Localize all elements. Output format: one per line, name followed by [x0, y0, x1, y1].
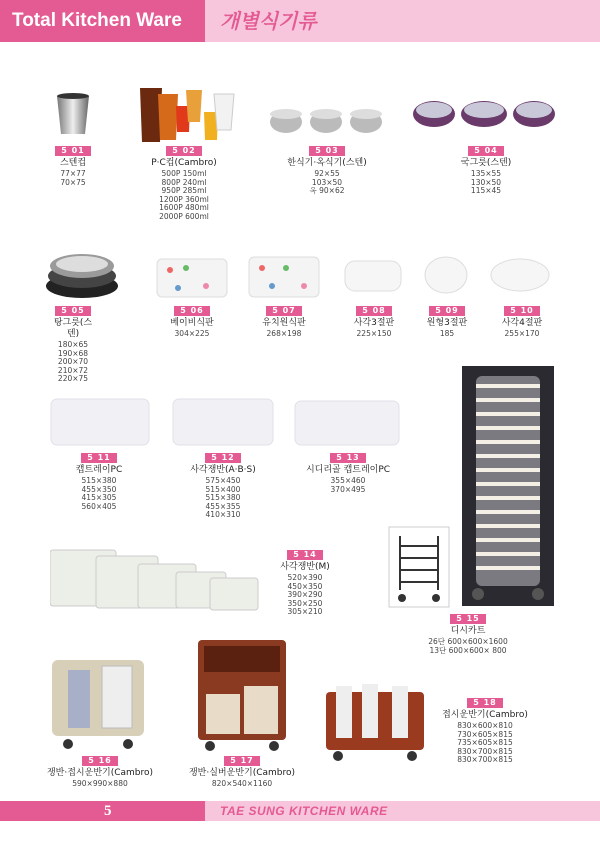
product-name: 유치원식판 [262, 318, 306, 328]
product-501 [52, 146, 94, 187]
product-spec: 92×55 [314, 169, 340, 178]
soup-bowls-image [412, 98, 556, 134]
square-trays-m-image [50, 548, 260, 612]
product-spec: 190×68 [57, 348, 89, 358]
product-507 [254, 306, 314, 339]
product-spec: 800P 240ml [161, 177, 207, 187]
cap-tray-pc-image [50, 398, 150, 446]
footer-brand: TAE SUNG KITCHEN WARE [220, 804, 388, 818]
product-name: 사각3절판 [353, 318, 395, 328]
product-spec: 730×605×815 [457, 729, 513, 739]
sidiligol-tray-image [294, 400, 400, 446]
product-510 [494, 306, 550, 339]
product-spec: 70×75 [60, 177, 86, 187]
round-3-plate-image [424, 256, 468, 294]
plate-cart-image [322, 682, 428, 764]
product-name: 국그릇(스텐) [460, 158, 512, 168]
product-518 [432, 698, 538, 765]
product-spec: 410×310 [205, 510, 241, 519]
product-code: 5 05 [55, 306, 90, 316]
product-name: 베이비식판 [170, 318, 214, 328]
product-code: 5 01 [55, 146, 90, 156]
product-spec: 560×405 [81, 501, 117, 511]
product-code: 5 13 [330, 453, 365, 463]
product-spec: 515×380 [81, 476, 117, 485]
product-spec: 13단 600×600× 800 [429, 645, 507, 655]
steel-bowls-image [268, 104, 384, 134]
steel-cup-image [54, 92, 92, 138]
product-code: 5 15 [450, 614, 485, 624]
product-code: 5 18 [467, 698, 502, 708]
product-spec: 210×72 [57, 365, 89, 375]
product-name: 캡트레이PC [75, 465, 123, 475]
product-code: 5 02 [166, 146, 201, 156]
product-code: 5 04 [468, 146, 503, 156]
product-spec: 26단 600×600×1600 [428, 637, 508, 646]
product-spec: 450×350 [287, 581, 323, 591]
product-spec: 1600P 480ml [159, 203, 209, 212]
product-name: 사각쟁반(M) [280, 562, 330, 572]
product-spec: 304×225 [174, 329, 210, 338]
product-spec: 355×460 [330, 476, 366, 485]
page-number: 5 [0, 801, 205, 821]
page-title: 개별식기류 [220, 9, 317, 33]
product-502 [146, 146, 222, 221]
product-code: 5 17 [224, 756, 259, 766]
product-spec: 135×55 [470, 169, 502, 178]
product-name: 탕그릇(스텐) [53, 318, 93, 339]
product-503 [272, 146, 382, 196]
product-spec: 220×75 [57, 374, 89, 383]
product-spec: 185 [439, 329, 455, 338]
product-spec: 103×50 [311, 177, 343, 187]
baby-tray-image [156, 258, 228, 298]
product-spec: 180×65 [57, 340, 89, 349]
product-spec: 77×77 [60, 169, 86, 178]
product-name: 원형3절판 [426, 318, 468, 328]
tray-silver-cart-image [194, 636, 290, 754]
product-name: 사각쟁반(A·B·S) [190, 465, 256, 475]
product-517 [186, 756, 298, 789]
square-3-plate-image [344, 260, 402, 292]
product-name: 쟁반·접시운반기(Cambro) [46, 768, 154, 778]
product-name: 사각4절판 [501, 318, 543, 328]
product-spec: 515×400 [205, 484, 241, 494]
product-511 [64, 453, 134, 511]
product-code: 5 08 [356, 306, 391, 316]
product-code: 5 10 [504, 306, 539, 316]
product-spec: 520×390 [287, 573, 323, 582]
product-spec: 455×355 [205, 501, 241, 511]
kindergarten-tray-image [248, 256, 320, 298]
product-spec: 830×600×810 [457, 721, 513, 730]
product-512 [180, 453, 266, 520]
product-code: 5 14 [287, 550, 322, 560]
product-spec: 820×540×1160 [211, 779, 273, 788]
product-515 [422, 614, 514, 655]
product-spec: 1200P 360ml [159, 194, 209, 204]
product-spec: 500P 150ml [161, 169, 207, 178]
product-spec: 305×210 [287, 607, 323, 616]
pc-cups-image [136, 84, 240, 146]
product-spec: 735×605×815 [457, 738, 513, 747]
product-spec: 390×290 [287, 590, 323, 599]
product-spec: 830×700×815 [457, 746, 513, 756]
product-code: 5 11 [81, 453, 116, 463]
product-name: 접시운반기(Cambro) [442, 710, 528, 720]
product-code: 5 07 [266, 306, 301, 316]
product-514 [272, 550, 338, 617]
product-spec: 200×70 [57, 357, 89, 366]
product-509 [420, 306, 474, 339]
product-505 [48, 306, 98, 384]
product-code: 5 16 [82, 756, 117, 766]
product-spec: 830×700×815 [457, 755, 513, 764]
product-spec: 370×495 [330, 484, 366, 494]
product-spec: 255×170 [504, 329, 540, 338]
product-name: P·C컵(Cambro) [151, 158, 217, 168]
product-spec: 2000P 600ml [159, 211, 209, 221]
product-spec: 115×45 [470, 186, 502, 195]
product-spec: 950P 285ml [161, 186, 207, 195]
stacked-bowls-image [44, 250, 120, 300]
product-code: 5 12 [205, 453, 240, 463]
product-name: 스텐컵 [59, 158, 87, 168]
square-tray-abs-image [172, 398, 274, 446]
product-code: 5 03 [309, 146, 344, 156]
product-code: 5 09 [429, 306, 464, 316]
product-spec: 515×380 [205, 493, 241, 502]
product-name: 디시카트 [450, 626, 486, 636]
product-spec: 옥 90×62 [309, 186, 345, 195]
product-spec: 268×198 [266, 329, 302, 338]
square-4-plate-image [490, 258, 550, 292]
product-spec: 130×50 [470, 177, 502, 187]
product-513 [298, 453, 398, 494]
tray-plate-cart-image [46, 648, 150, 752]
product-name: 시디리골 캡트레이PC [305, 465, 391, 475]
product-508 [346, 306, 402, 339]
product-spec: 455×350 [81, 484, 117, 494]
product-506 [164, 306, 220, 339]
product-spec: 590×990×880 [72, 779, 128, 788]
dish-cart-small-image [388, 526, 450, 608]
product-spec: 350×250 [287, 598, 323, 608]
product-name: 쟁반·실버운반기(Cambro) [188, 768, 296, 778]
product-code: 5 06 [174, 306, 209, 316]
product-name: 한식기·옥식기(스텐) [287, 158, 367, 168]
product-516 [40, 756, 160, 789]
brand-label: Total Kitchen Ware [0, 0, 205, 42]
dish-cart-image [462, 366, 554, 606]
product-504 [446, 146, 526, 196]
product-spec: 225×150 [356, 329, 392, 338]
product-spec: 575×450 [205, 476, 241, 485]
product-spec: 415×305 [81, 493, 117, 502]
